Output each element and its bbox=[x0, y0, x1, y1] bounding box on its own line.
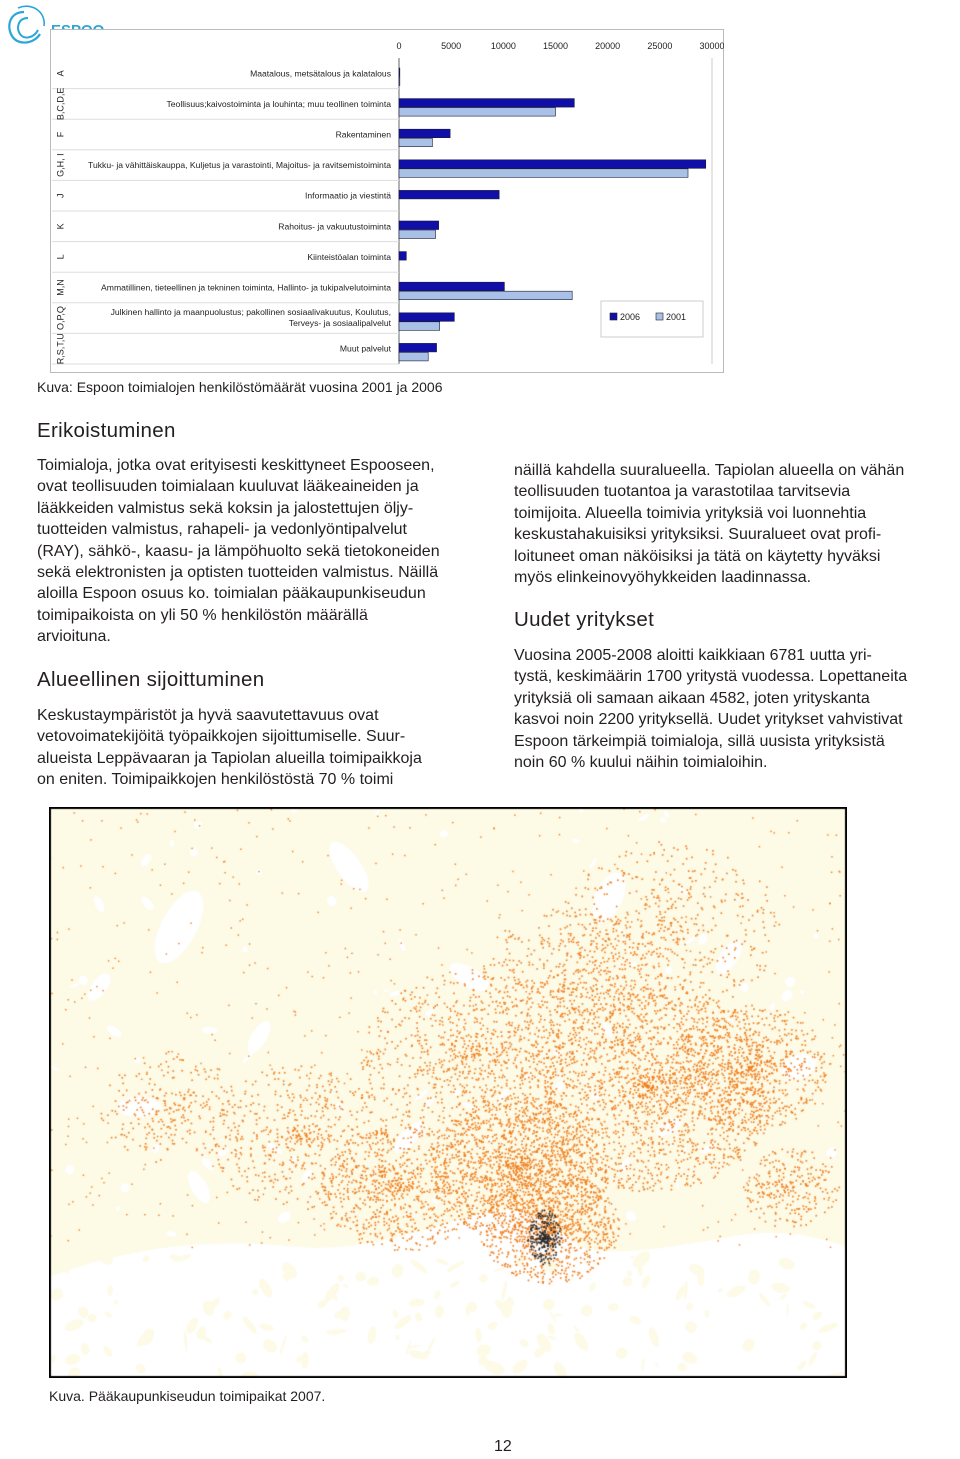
x-tick-label: 10000 bbox=[490, 41, 516, 51]
text-line: toimijoita. Alueella toimivia yrityksiä voi luonnehtia bbox=[514, 504, 867, 522]
bar-2001 bbox=[399, 322, 440, 331]
bar-2006 bbox=[399, 313, 454, 322]
workplace-map bbox=[49, 807, 847, 1378]
text-line: alueista Leppävaaran ja Tapiolan alueilla toimipaikkoja bbox=[37, 749, 422, 767]
category-label: Ammatillinen, tieteellinen ja tekninen toiminta, Hallinto- ja tukipalvelutoiminta bbox=[101, 282, 391, 293]
bar-chart-svg bbox=[50, 29, 724, 373]
text-line: on eniten. Toimipaikkojen henkilöstöstä 70 % toimi bbox=[37, 771, 394, 789]
category-label: Tukku- ja vähittäiskauppa, Kuljetus ja varastointi, Majoitus- ja ravitsemistoiminta bbox=[88, 160, 391, 171]
bar-2006 bbox=[399, 160, 706, 169]
legend-label: 2006 bbox=[620, 312, 641, 322]
paragraph-alueellinen-continued bbox=[514, 460, 904, 588]
legend-swatch bbox=[610, 313, 617, 320]
text-line: aloilla Espoon osuus ko. toimialan pääkaupunkiseudun bbox=[37, 585, 426, 603]
bar-2006 bbox=[399, 68, 400, 77]
category-label: Muut palvelut bbox=[339, 343, 391, 354]
bar-2001 bbox=[399, 230, 436, 239]
text-line: keskustahakuisiksi yrityksiksi. Suuralueet ovat profi- bbox=[514, 526, 882, 544]
heading-uudet-yritykset: Uudet yritykset bbox=[514, 608, 655, 631]
paragraph-erikoistuminen bbox=[37, 455, 440, 648]
text-line: ovat teollisuuden toimialaan kuuluvat lääkeaineiden ja bbox=[37, 478, 419, 496]
text-line: myös elinkeinovyöhykkeiden laadinnassa. bbox=[514, 569, 812, 587]
category-code: K bbox=[55, 223, 66, 230]
bar-2006 bbox=[399, 282, 504, 291]
text-line: tuotteiden valmistus, rahapeli- ja vedonlyöntipalvelut bbox=[37, 521, 407, 539]
x-tick-label: 5000 bbox=[441, 41, 462, 51]
bar-2006 bbox=[399, 252, 406, 261]
category-label: Maatalous, metsätalous ja kalatalous bbox=[250, 68, 391, 79]
map-caption: Kuva. Pääkaupunkiseudun toimipaikat 2007. bbox=[49, 1388, 326, 1404]
legend-label: 2001 bbox=[666, 312, 687, 322]
text-line: loituneet oman näköisiksi ja tätä on käytetty hyväksi bbox=[514, 547, 881, 565]
x-tick-label: 25000 bbox=[647, 41, 673, 51]
paragraph-uudet-yritykset bbox=[514, 645, 907, 773]
x-tick-label: 15000 bbox=[542, 41, 569, 51]
category-code: B,C,D,E bbox=[55, 87, 66, 121]
page-number: 12 bbox=[494, 1438, 512, 1455]
bar-2001 bbox=[399, 169, 688, 178]
category-code: O,P,Q bbox=[55, 306, 66, 331]
bar-2001 bbox=[399, 291, 572, 300]
category-label: Informaatio ja viestintä bbox=[305, 190, 391, 201]
bar-2001 bbox=[399, 108, 556, 117]
category-code: G,H, I bbox=[55, 153, 66, 177]
text-line: vetovoimatekijöitä työpaikkojen sijoittumiselle. Suur- bbox=[37, 728, 406, 746]
paragraph-alueellinen bbox=[37, 705, 422, 791]
bar-2006 bbox=[399, 343, 437, 352]
category-label: Rahoitus- ja vakuutustoiminta bbox=[278, 221, 391, 232]
legend-swatch bbox=[656, 313, 663, 320]
text-line: lääkkeiden valmistus sekä koksin ja jalostettujen öljy- bbox=[37, 499, 414, 517]
text-line: näillä kahdella suuralueella. Tapiolan alueella on vähän bbox=[514, 462, 905, 479]
workplace-map-canvas bbox=[49, 807, 847, 1378]
category-label: Terveys- ja sosiaalipalvelut bbox=[288, 318, 391, 329]
text-line: tystä, keskimäärin 1700 yritystä vuodessa. Lopettaneita bbox=[514, 668, 908, 686]
heading-erikoistuminen: Erikoistuminen bbox=[37, 419, 176, 442]
category-code: R,S,T,U bbox=[55, 333, 66, 365]
text-line: Vuosina 2005-2008 aloitti kaikkiaan 6781 uutta yri- bbox=[514, 647, 872, 664]
category-code: J bbox=[55, 193, 66, 198]
text-line: Keskustaympäristöt ja hyvä saavutettavuus ovat bbox=[37, 707, 379, 724]
text-line: yrityksiä oli samaan aikaan 4582, joten yrityskanta bbox=[514, 689, 870, 707]
category-code: F bbox=[55, 131, 66, 138]
text-line: arvioituna. bbox=[37, 628, 111, 646]
text-line: noin 60 % kuului näihin toimialoihin. bbox=[514, 754, 768, 772]
text-line: sekä elektronisten ja optisten tuotteiden valmistus. Näillä bbox=[37, 564, 439, 582]
text-line: teollisuuden tuotantoa ja varastotilaa tarvitsevia bbox=[514, 483, 851, 501]
bar-2006 bbox=[399, 190, 499, 199]
bar-2001 bbox=[399, 138, 432, 147]
employee-bar-chart bbox=[50, 29, 724, 373]
text-line: (RAY), sähkö-, kaasu- ja lämpöhuolto sekä tietokoneiden bbox=[37, 542, 440, 560]
chart-caption: Kuva: Espoon toimialojen henkilöstömäärät vuosina 2001 ja 2006 bbox=[37, 379, 443, 395]
text-line: kasvoi noin 2200 yrityksellä. Uudet yritykset vahvistivat bbox=[514, 711, 903, 729]
category-label: Kiinteistöalan toiminta bbox=[307, 251, 391, 262]
category-code: M,N bbox=[55, 279, 66, 296]
bar-2006 bbox=[399, 99, 574, 108]
text-line: toimipaikoista on yli 50 % henkilöstön määrällä bbox=[37, 606, 368, 624]
bar-2006 bbox=[399, 221, 439, 230]
category-label: Rakentaminen bbox=[335, 129, 391, 140]
category-label: Julkinen hallinto ja maanpuolustus; pakollinen sosiaalivakuutus, Koulutus, bbox=[110, 307, 391, 318]
bar-2001 bbox=[399, 352, 428, 361]
bar-2006 bbox=[399, 129, 450, 138]
x-tick-label: 30000 bbox=[699, 41, 724, 51]
category-code: L bbox=[55, 254, 66, 260]
category-code: A bbox=[55, 70, 66, 77]
category-label: Teollisuus;kaivostoiminta ja louhinta; muu teollinen toiminta bbox=[166, 98, 391, 109]
text-line: Espoon tärkeimpiä toimialoja, sillä uusista yrityksistä bbox=[514, 732, 885, 750]
x-tick-label: 20000 bbox=[595, 41, 621, 51]
x-tick-label: 0 bbox=[396, 41, 402, 51]
bar-2001 bbox=[399, 77, 400, 86]
text-line: Toimialoja, jotka ovat erityisesti keskittyneet Espooseen, bbox=[37, 457, 435, 474]
heading-alueellinen: Alueellinen sijoittuminen bbox=[37, 668, 265, 691]
